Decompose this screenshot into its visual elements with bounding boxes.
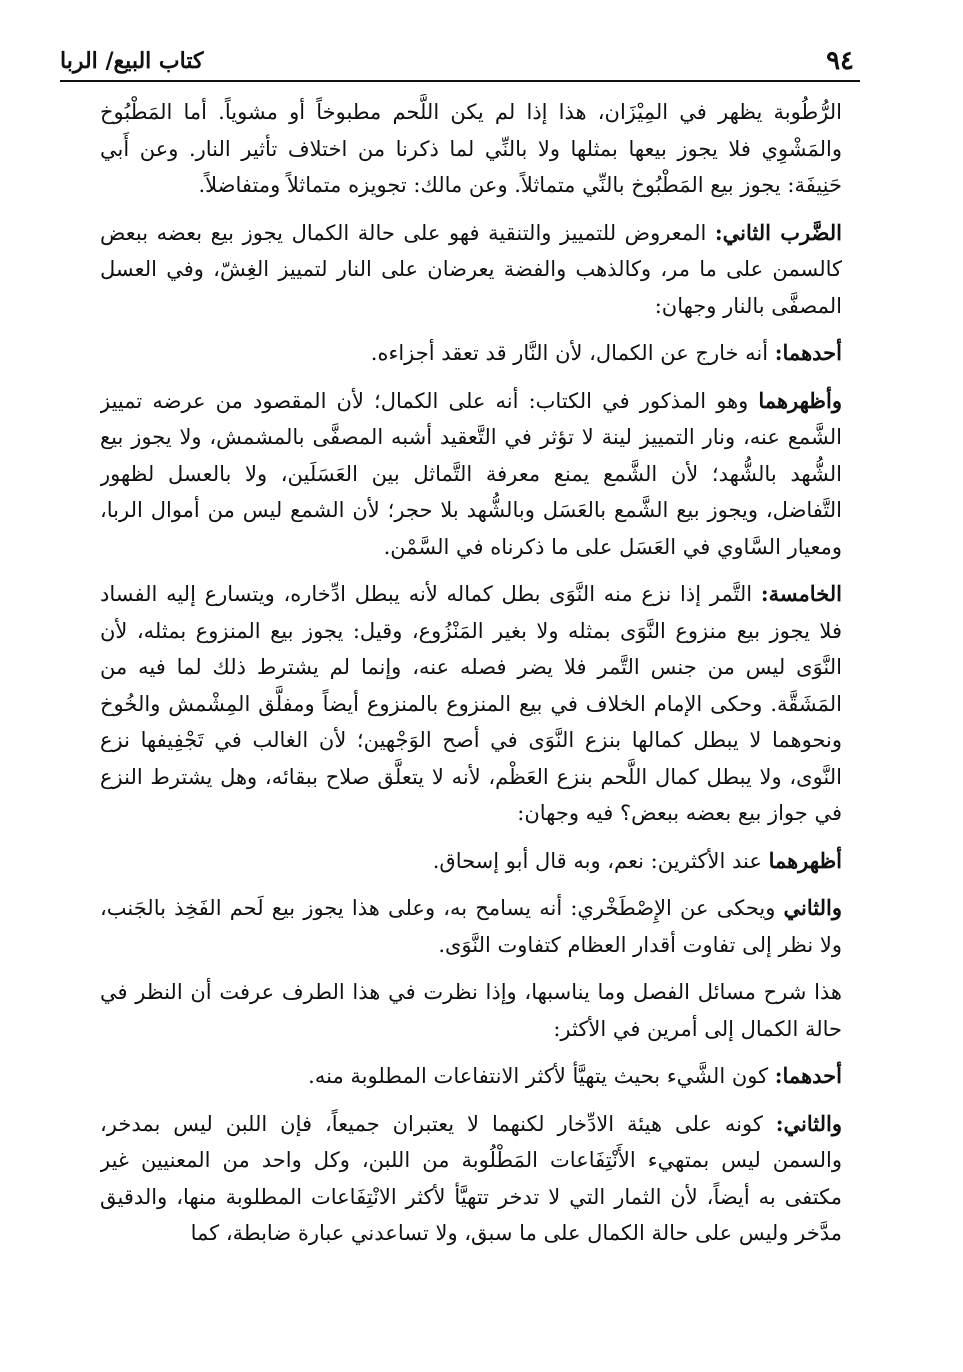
paragraph bbox=[100, 1058, 842, 1095]
page-header bbox=[60, 36, 860, 82]
paragraph bbox=[100, 215, 842, 325]
paragraph-lead: والثاني bbox=[783, 895, 842, 920]
paragraph bbox=[100, 843, 842, 880]
paragraph bbox=[100, 383, 842, 566]
paragraph bbox=[100, 335, 842, 372]
paragraph-text: أنه خارج عن الكمال، لأن النَّار قد تعقد أجزاءه. bbox=[370, 341, 775, 365]
paragraph-lead: الخامسة: bbox=[760, 581, 842, 606]
paragraph-text: عند الأكثرين: نعم، وبه قال أبو إسحاق. bbox=[432, 848, 769, 873]
running-title: كتاب البيع/ الربا bbox=[60, 48, 204, 74]
paragraph bbox=[100, 1106, 842, 1252]
paragraph-lead: أحدهما: bbox=[774, 1063, 842, 1088]
paragraph bbox=[100, 94, 842, 204]
paragraph-text: الرُّطُوبة يظهر في المِيْزَان، هذا إذا لم يكن اللَّحم مطبوخاً أو مشوياً. أما المَطْبُوخ والمَشْوِي فلا يجوز بيعها بمثلها ولا بالنِّي لما ذكرنا من اختلاف تأثير النار. وعن أَبي حَنِيفَة: يجوز بيع المَطْبُوخ بالنِّي متماثلاً. وعن مالك: تجويزه متماثلاً ومتفاضلاً. bbox=[100, 100, 842, 197]
paragraph-text: وهو المذكور في الكتاب: أنه على الكمال؛ لأن المقصود من عرضه تمييز الشَّمع عنه، ونار التمييز لينة لا تؤثر في التَّعقيد أشبه المصفَّى بالمشمش، ولا يجوز بيع الشُّهد بالشُّهد؛ لأن الشَّمع يمنع معرفة التَّماثل بين العَسَلَين، ولا بالعسل لظهور التَّفاضل، ويجوز بيع الشَّمع بالعَسَل وبالشُّهد بلا حجر؛ لأن الشمع ليس من أموال الربا، ومعيار السَّاوي في العَسَل على ما ذكرناه في السَّمْن. bbox=[100, 388, 842, 559]
page-body bbox=[100, 94, 842, 1364]
paragraph bbox=[100, 576, 842, 832]
paragraph-text: كونه على هيئة الادِّخار لكنهما لا يعتبران جميعاً، فإن اللبن ليس بمدخر، والسمن ليس بمتهيء الأَنْتِفَاعات المَطْلُوبة من اللبن، وكل واحد من المعنيين غير مكتفى به أيضاً، لأن الثمار التي لا تدخر تتهيَّأ لأكثر الانْتِفَاعات المطلوبة منها، والدقيق مدَّخر وليس على حالة الكمال على ما سبق، ولا تساعدني عبارة ضابطة، كما bbox=[100, 1111, 842, 1245]
paragraph bbox=[100, 890, 842, 963]
paragraph bbox=[100, 974, 842, 1047]
paragraph-text: التَّمر إذا نزع منه النَّوَى بطل كماله لأنه يبطل ادِّخاره، ويتسارع إليه الفساد فلا يجوز بيع منزوع النَّوَى بمثله ولا بغير المَنْزُوع، وقيل: يجوز بيع المنزوع بمثله، لأن النَّوَى ليس من جنس التَّمر فلا يضر فصله عنه، وإنما لم يشترط ذلك لما فيه من المَشَقَّة. وحكى الإمام الخلاف في بيع المنزوع بالمنزوع أيضاً ومفلَّق المِشْمش والخُوخ ونحوهما لا يبطل كمالها بنزع النَّوَى في أصح الوَجْهين؛ لأن الغالب في تَجْفِيفها نزع النَّوى، ولا يبطل كمال اللَّحم بنزع العَظْم، لأنه لا يتعلَّق صلاح ببقائه، وهل يشترط النزع في جواز بيع بعضه ببعض؟ فيه وجهان: bbox=[100, 582, 842, 825]
paragraph-text: كون الشَّيء بحيث يتهيَّأ لأكثر الانتفاعات المطلوبة منه. bbox=[308, 1064, 775, 1088]
page-number: ٩٤ bbox=[826, 46, 854, 76]
paragraph-lead: والثاني: bbox=[775, 1110, 842, 1136]
paragraph-lead: الضَّرب الثاني: bbox=[714, 219, 842, 245]
paragraph-text: ويحكى عن الإِصْطَخْري: أنه يسامح به، وعلى هذا يجوز بيع لَحم الفَخِذ بالجَنب، ولا نظر إلى تفاوت أقدار العظام كتفاوت النَّوَى. bbox=[100, 896, 842, 957]
paragraph-lead: أظهرهما bbox=[768, 847, 842, 873]
paragraph-lead: أحدهما: bbox=[774, 340, 842, 365]
paragraph-text: هذا شرح مسائل الفصل وما يناسبها، وإذا نظرت في هذا الطرف عرفت أن النظر في حالة الكمال إلى أمرين في الأكثر: bbox=[100, 980, 842, 1041]
paragraph-text: المعروض للتمييز والتنقية فهو على حالة الكمال يجوز بيع بعضه ببعض كالسمن على ما مر، وكالذهب والفضة يعرضان على النار لتمييز الغِشّ، وفي العسل المصفَّى بالنار وجهان: bbox=[100, 220, 842, 318]
paragraph-lead: وأظهرهما bbox=[758, 387, 842, 413]
